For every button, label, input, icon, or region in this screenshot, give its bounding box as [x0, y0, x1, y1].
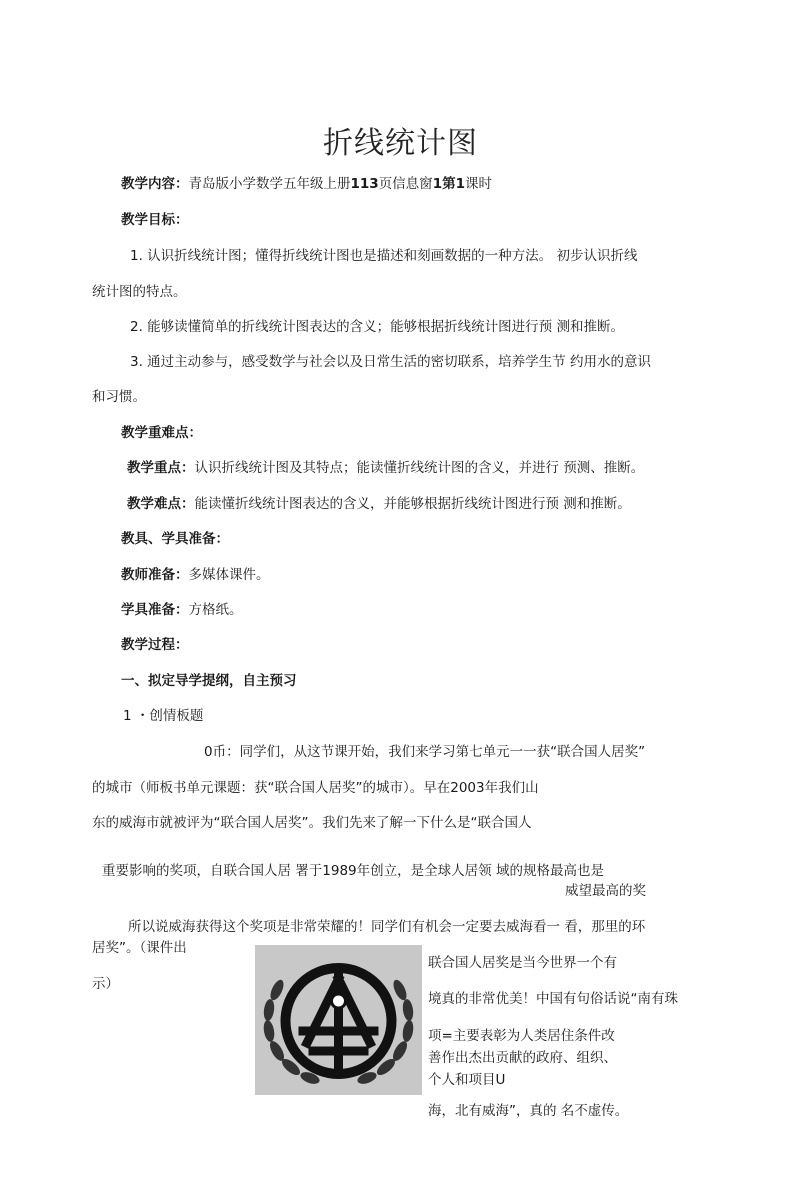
teaching-difficulty-label: 教学难点： — [127, 496, 195, 512]
teaching-content-label: 教学内容： — [121, 176, 189, 192]
teaching-content-text4: 课时 — [465, 176, 492, 192]
teaching-content-line — [121, 172, 492, 192]
side-text-2: 境真的非常优美！中国有句俗话说“南有珠 — [428, 991, 678, 1007]
un-habitat-emblem-icon — [255, 945, 422, 1095]
paragraph-1-line-a: 0币：同学们，从这节课开始，我们来学习第七单元一一获“联合国人居奖” — [204, 744, 646, 760]
teacher-prep-text: 多媒体课件。 — [188, 567, 270, 583]
key-points-heading: 教学重难点： — [121, 425, 202, 441]
process-heading: 教学过程： — [121, 637, 189, 653]
student-prep-label: 学具准备： — [121, 602, 189, 618]
section-1-heading: 一、拟定导学提纲，自主预习 — [121, 673, 297, 689]
paragraph-3-left-a: 居奖”。（课件出 — [92, 940, 187, 956]
un-habitat-emblem-image — [255, 945, 422, 1095]
goal-2: 2. 能够读懂简单的折线统计图表达的含义；能够根据折线统计图进行预 测和推断。 — [130, 319, 624, 335]
window-number: 1 — [432, 176, 443, 192]
goal-1-line-b: 统计图的特点。 — [92, 284, 187, 300]
paragraph-2-line-a: 重要影响的奖项，自联合国人居 署于1989年创立，是全球人居领 域的规格最高也是 — [102, 863, 604, 879]
goal-3-line-b: 和习惯。 — [92, 389, 146, 405]
side-text-5: 个人和项目U — [428, 1072, 506, 1088]
teaching-focus-text: 认识折线统计图及其特点；能读懂折线统计图的含义，并进行 预测、推断。 — [194, 460, 645, 476]
side-text-3: 项=主要表彰为人类居住条件改 — [428, 1028, 615, 1044]
step-1: 1 ・创情板题 — [123, 708, 204, 724]
side-text-1: 联合国人居奖是当今世界一个有 — [428, 955, 617, 971]
paragraph-3: 所以说威海获得这个奖项是非常荣耀的！同学们有机会一定要去威海看一 看，那里的环 — [128, 919, 646, 935]
teaching-content-text3: 第 — [442, 176, 456, 192]
paragraph-1-line-c: 东的威海市就被评为“联合国人居奖”。我们先来了解一下什么是“联合国人 — [92, 815, 532, 831]
paragraph-2-line-b: 威望最高的奖 — [565, 883, 646, 899]
page-number: 113 — [350, 176, 379, 192]
teacher-prep-label: 教师准备： — [121, 567, 189, 583]
goal-1-line-a: 1. 认识折线统计图；懂得折线统计图也是描述和刻画数据的一种方法。 初步认识折线 — [130, 248, 638, 264]
side-text-4: 善作出杰出贡献的政府、组织、 — [428, 1050, 617, 1066]
paragraph-1-line-b: 的城市（师板书单元课题：获“联合国人居奖”的城市）。早在2003年我们山 — [92, 780, 539, 796]
document-title: 折线统计图 — [323, 126, 478, 161]
teaching-focus-label: 教学重点： — [127, 460, 195, 476]
side-text-6: 海，北有威海”，真的 名不虚传。 — [428, 1103, 629, 1119]
goals-heading: 教学目标： — [121, 212, 189, 228]
teacher-prep — [121, 563, 270, 583]
lesson-number: 1 — [455, 176, 465, 192]
student-prep-text: 方格纸。 — [188, 602, 243, 618]
teaching-content-text: 青岛版小学数学五年级上册 — [188, 176, 351, 192]
student-prep — [121, 598, 243, 618]
teaching-content-text2: 页信息窗 — [378, 176, 433, 192]
teaching-difficulty — [127, 492, 631, 512]
teaching-focus — [127, 456, 644, 476]
tools-heading: 教具、学具准备： — [121, 531, 229, 547]
goal-3-line-a: 3. 通过主动参与，感受数学与社会以及日常生活的密切联系，培养学生节 约用水的意识 — [130, 354, 651, 370]
teaching-difficulty-text: 能读懂折线统计图表达的含义，并能够根据折线统计图进行预 测和推断。 — [194, 496, 631, 512]
paragraph-3-left-b: 示） — [92, 976, 119, 992]
